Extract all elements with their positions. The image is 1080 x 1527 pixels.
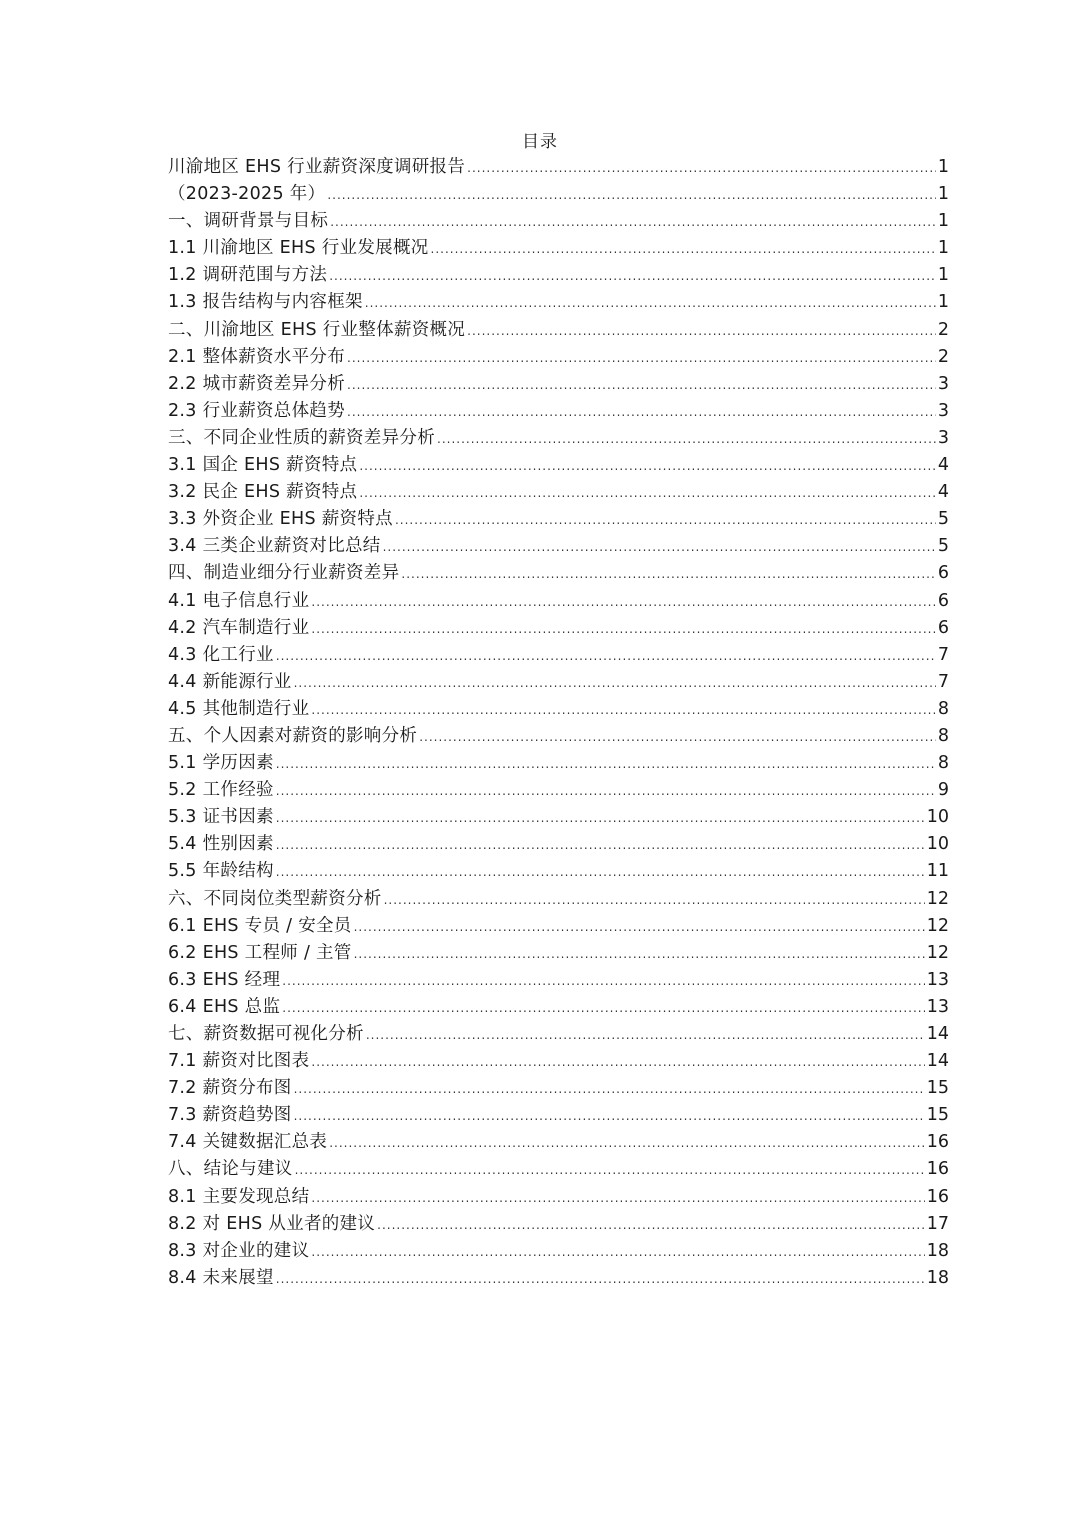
toc-entry-page-number: 1 [937, 265, 949, 286]
toc-entry-label: 五、个人因素对薪资的影响分析 [168, 725, 418, 746]
toc-entry-label: 5.5 年龄结构 [168, 861, 274, 882]
toc-entry-label: 8.2 对 EHS 从业者的建议 [168, 1213, 376, 1234]
toc-dot-leader [467, 155, 936, 181]
toc-entry-page-number: 9 [937, 780, 949, 801]
toc-entry[interactable] [168, 1021, 949, 1048]
toc-entry-label: 八、结论与建议 [168, 1159, 293, 1180]
toc-dot-leader [276, 751, 936, 777]
toc-entry-label: 七、薪资数据可视化分析 [168, 1024, 364, 1044]
toc-entry[interactable] [168, 940, 949, 967]
toc-entry-label: 1.1 川渝地区 EHS 行业发展概况 [168, 238, 429, 259]
toc-dot-leader [383, 534, 936, 560]
toc-dot-leader [295, 1157, 925, 1183]
toc-entry[interactable] [168, 1129, 949, 1156]
toc-dot-leader [311, 1185, 924, 1211]
toc-entry[interactable] [168, 560, 949, 587]
toc-title: 目录 [522, 132, 558, 152]
toc-entry-page-number: 5 [937, 509, 949, 530]
toc-dot-leader [467, 318, 936, 344]
toc-entry[interactable] [168, 235, 949, 262]
toc-entry[interactable] [168, 181, 949, 208]
toc-entry-label: 5.3 证书因素 [168, 807, 274, 828]
toc-dot-leader [347, 399, 936, 425]
toc-dot-leader [276, 859, 925, 885]
toc-entry[interactable] [168, 1184, 949, 1211]
toc-dot-leader [276, 643, 936, 669]
toc-entry-page-number: 15 [926, 1078, 949, 1099]
toc-entry-label: 5.2 工作经验 [168, 780, 274, 801]
toc-entry-label: 四、制造业细分行业薪资差异 [168, 563, 400, 584]
toc-entry-page-number: 1 [937, 292, 949, 313]
toc-entry-page-number: 10 [926, 807, 949, 828]
toc-dot-leader [294, 1103, 925, 1129]
toc-entry[interactable] [168, 588, 949, 615]
toc-dot-leader [377, 1212, 925, 1238]
toc-entry-page-number: 2 [937, 319, 949, 340]
toc-entry-page-number: 3 [937, 373, 949, 394]
toc-entry[interactable] [168, 831, 949, 858]
toc-entry[interactable] [168, 1075, 949, 1102]
toc-entry[interactable] [168, 1156, 949, 1183]
toc-dot-leader [359, 453, 936, 479]
toc-entry-page-number: 3 [937, 427, 949, 448]
toc-entry[interactable] [168, 1238, 949, 1265]
toc-entry-page-number: 18 [926, 1240, 949, 1261]
toc-entry-label: 3.4 三类企业薪资对比总结 [168, 536, 381, 557]
toc-entry-page-number: 8 [937, 753, 949, 774]
toc-entry-page-number: 3 [937, 400, 949, 421]
toc-entry-page-number: 14 [926, 1024, 949, 1044]
toc-entry-label: 4.1 电子信息行业 [168, 590, 310, 611]
toc-dot-leader [311, 589, 935, 615]
toc-dot-leader [329, 263, 936, 289]
toc-entry-page-number: 16 [926, 1186, 949, 1207]
toc-entry-label: 6.2 EHS 工程师 / 主管 [168, 942, 352, 963]
toc-entry-label: 7.2 薪资分布图 [168, 1078, 292, 1099]
toc-entry[interactable] [168, 777, 949, 804]
toc-dot-leader [327, 182, 936, 208]
toc-entry-label: 三、不同企业性质的薪资差异分析 [168, 427, 435, 448]
toc-entry[interactable] [168, 506, 949, 533]
toc-entry-page-number: 13 [926, 969, 949, 990]
toc-entry-label: 1.3 报告结构与内容框架 [168, 292, 363, 313]
toc-dot-leader [354, 941, 925, 967]
toc-entry-page-number: 1 [937, 211, 949, 232]
toc-entry[interactable] [168, 1211, 949, 1238]
toc-dot-leader [384, 887, 925, 913]
toc-entry-page-number: 4 [937, 455, 949, 476]
toc-dot-leader [401, 561, 935, 587]
toc-entry-label: 4.4 新能源行业 [168, 671, 292, 692]
toc-entry[interactable] [168, 533, 949, 560]
toc-entry-label: 4.2 汽车制造行业 [168, 617, 310, 638]
toc-entry[interactable] [168, 208, 949, 235]
toc-entry[interactable] [168, 154, 949, 181]
toc-dot-leader [395, 507, 936, 533]
toc-entry-page-number: 2 [937, 346, 949, 367]
toc-entry-label: 5.4 性别因素 [168, 834, 274, 855]
toc-entry-label: 一、调研背景与目标 [168, 211, 329, 232]
toc-entry[interactable] [168, 723, 949, 750]
toc-entry[interactable] [168, 262, 949, 289]
toc-entry-label: 4.5 其他制造行业 [168, 698, 310, 719]
toc-dot-leader [276, 832, 925, 858]
toc-entry[interactable] [168, 479, 949, 506]
toc-dot-leader [431, 236, 936, 262]
toc-dot-leader [365, 290, 936, 316]
toc-entry-page-number: 1 [937, 184, 949, 205]
toc-entry[interactable] [168, 289, 949, 316]
toc-entry-page-number: 1 [937, 157, 949, 177]
toc-entry[interactable] [168, 1102, 949, 1129]
toc-entry-page-number: 17 [926, 1213, 949, 1234]
toc-entry[interactable] [168, 317, 949, 344]
toc-dot-leader [294, 670, 936, 696]
toc-entry[interactable] [168, 371, 949, 398]
toc-dot-leader [354, 914, 925, 940]
toc-dot-leader [437, 426, 936, 452]
toc-entry-page-number: 16 [926, 1132, 949, 1153]
toc-dot-leader [366, 1022, 925, 1048]
toc-entry-page-number: 15 [926, 1105, 949, 1126]
toc-entry-page-number: 8 [937, 725, 949, 746]
toc-entry-page-number: 4 [937, 482, 949, 503]
toc-entry[interactable] [168, 994, 949, 1021]
toc-entry-label: 5.1 学历因素 [168, 753, 274, 774]
toc-entry[interactable] [168, 452, 949, 479]
toc-entry[interactable] [168, 750, 949, 777]
toc-entry-page-number: 18 [926, 1267, 949, 1288]
toc-entry-page-number: 10 [926, 834, 949, 855]
toc-entry-page-number: 7 [937, 644, 949, 665]
toc-entry-label: 川渝地区 EHS 行业薪资深度调研报告 [168, 157, 466, 177]
toc-entry-page-number: 5 [937, 536, 949, 557]
toc-entry-label: 六、不同岗位类型薪资分析 [168, 888, 382, 909]
toc-entry-page-number: 12 [926, 888, 949, 909]
toc-dot-leader [330, 209, 936, 235]
toc-entry-label: 6.1 EHS 专员 / 安全员 [168, 915, 352, 936]
toc-entry[interactable] [168, 398, 949, 425]
toc-entry[interactable] [168, 886, 949, 913]
toc-dot-leader [276, 1266, 925, 1292]
toc-entry-page-number: 12 [926, 915, 949, 936]
toc-dot-leader [282, 968, 924, 994]
toc-entry[interactable] [168, 804, 949, 831]
toc-dot-leader [359, 480, 936, 506]
toc-dot-leader [282, 995, 924, 1021]
toc-entry-page-number: 6 [937, 617, 949, 638]
toc-dot-leader [329, 1130, 925, 1156]
toc-entry-label: 二、川渝地区 EHS 行业整体薪资概况 [168, 319, 466, 340]
toc-entry-page-number: 16 [926, 1159, 949, 1180]
toc-entry[interactable] [168, 425, 949, 452]
toc-entry-page-number: 7 [937, 671, 949, 692]
toc-entry[interactable] [168, 642, 949, 669]
toc-entry-label: 6.4 EHS 总监 [168, 996, 281, 1017]
toc-entry-label: 3.2 民企 EHS 薪资特点 [168, 482, 358, 503]
toc-entry-page-number: 6 [937, 590, 949, 611]
toc-entry-label: 2.1 整体薪资水平分布 [168, 346, 345, 367]
toc-entry-label: 7.4 关键数据汇总表 [168, 1132, 328, 1153]
toc-entry-page-number: 13 [926, 996, 949, 1017]
toc-entry-label: （2023-2025 年） [168, 184, 326, 205]
toc-entry[interactable] [168, 1048, 949, 1075]
toc-dot-leader [276, 805, 925, 831]
toc-entry-label: 2.2 城市薪资差异分析 [168, 373, 345, 394]
toc-entry-page-number: 6 [937, 563, 949, 584]
toc-entry-label: 8.3 对企业的建议 [168, 1240, 310, 1261]
toc-dot-leader [294, 1076, 925, 1102]
toc-entry-label: 8.1 主要发现总结 [168, 1186, 310, 1207]
toc-dot-leader [311, 697, 935, 723]
toc-entry[interactable] [168, 696, 949, 723]
toc-dot-leader [276, 778, 936, 804]
toc-dot-leader [347, 345, 936, 371]
toc-entry-label: 1.2 调研范围与方法 [168, 265, 328, 286]
toc-entry-page-number: 12 [926, 942, 949, 963]
toc-entry[interactable] [168, 615, 949, 642]
toc-entry-label: 2.3 行业薪资总体趋势 [168, 400, 345, 421]
toc-entry-page-number: 11 [926, 861, 949, 882]
toc-entry-label: 7.3 薪资趋势图 [168, 1105, 292, 1126]
table-of-contents [168, 154, 949, 1292]
toc-entry[interactable] [168, 344, 949, 371]
toc-dot-leader [311, 616, 935, 642]
toc-entry-label: 8.4 未来展望 [168, 1267, 274, 1288]
toc-entry-page-number: 8 [937, 698, 949, 719]
toc-entry-label: 6.3 EHS 经理 [168, 969, 281, 990]
toc-dot-leader [419, 724, 936, 750]
toc-dot-leader [311, 1049, 924, 1075]
toc-entry-label: 7.1 薪资对比图表 [168, 1051, 310, 1072]
toc-entry-page-number: 1 [937, 238, 949, 259]
toc-entry-label: 3.3 外资企业 EHS 薪资特点 [168, 509, 393, 530]
toc-entry-page-number: 14 [926, 1051, 949, 1072]
toc-dot-leader [347, 372, 936, 398]
toc-entry[interactable] [168, 858, 949, 885]
toc-entry-label: 4.3 化工行业 [168, 644, 274, 665]
toc-entry[interactable] [168, 967, 949, 994]
toc-entry[interactable] [168, 913, 949, 940]
toc-entry[interactable] [168, 669, 949, 696]
toc-entry[interactable] [168, 1265, 949, 1292]
toc-dot-leader [311, 1239, 924, 1265]
toc-entry-label: 3.1 国企 EHS 薪资特点 [168, 455, 358, 476]
